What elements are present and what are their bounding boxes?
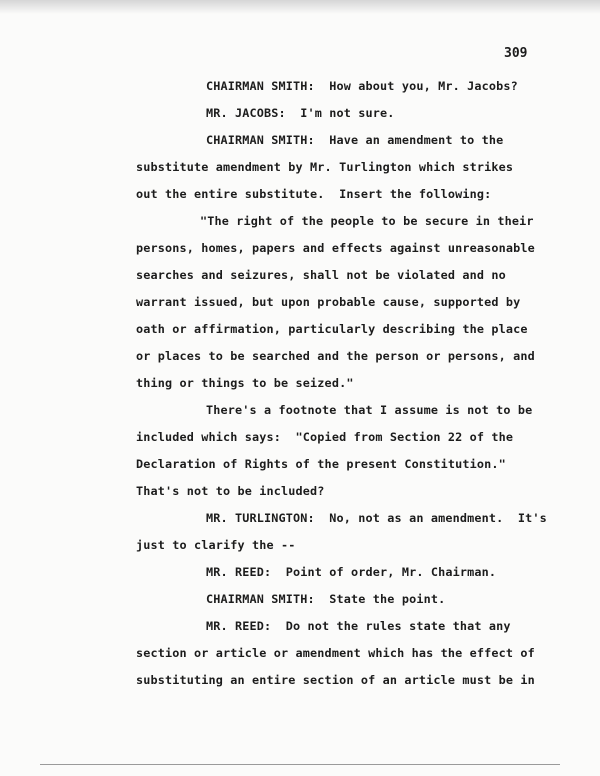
scan-edge [0,0,600,14]
transcript-line: CHAIRMAN SMITH: How about you, Mr. Jacobs? [206,79,518,93]
transcript-line: There's a footnote that I assume is not to be [206,403,533,417]
transcript-line: That's not to be included? [136,484,325,498]
transcript-line: persons, homes, papers and effects against unreasonable [136,241,535,255]
transcript-line: thing or things to be seized." [136,376,354,390]
transcript-line: just to clarify the -- [136,538,296,552]
transcript-line: MR. REED: Point of order, Mr. Chairman. [206,565,497,579]
page-number: 309 [504,46,528,61]
transcript-line: substitute amendment by Mr. Turlington which strikes [136,160,514,174]
transcript-line: substituting an entire section of an article must be in [136,673,535,687]
transcript-line: oath or affirmation, particularly describing the place [136,322,528,336]
transcript-line: or places to be searched and the person or persons, and [136,349,535,363]
transcript-line: CHAIRMAN SMITH: Have an amendment to the [206,133,504,147]
transcript-line: MR. TURLINGTON: No, not as an amendment. It's [206,511,547,525]
transcript-line: MR. JACOBS: I'm not sure. [206,106,395,120]
transcript-line: included which says: "Copied from Section 22 of the [136,430,514,444]
transcript-line: warrant issued, but upon probable cause, supported by [136,295,521,309]
transcript-line: searches and seizures, shall not be violated and no [136,268,506,282]
transcript-line: MR. REED: Do not the rules state that any [206,619,511,633]
transcript-line: Declaration of Rights of the present Constitution." [136,457,506,471]
transcript-line: "The right of the people to be secure in their [200,214,534,228]
transcript-line: section or article or amendment which has the effect of [136,646,535,660]
page-bottom-rule [40,764,560,765]
transcript-line: CHAIRMAN SMITH: State the point. [206,592,446,606]
transcript-line: out the entire substitute. Insert the following: [136,187,492,201]
